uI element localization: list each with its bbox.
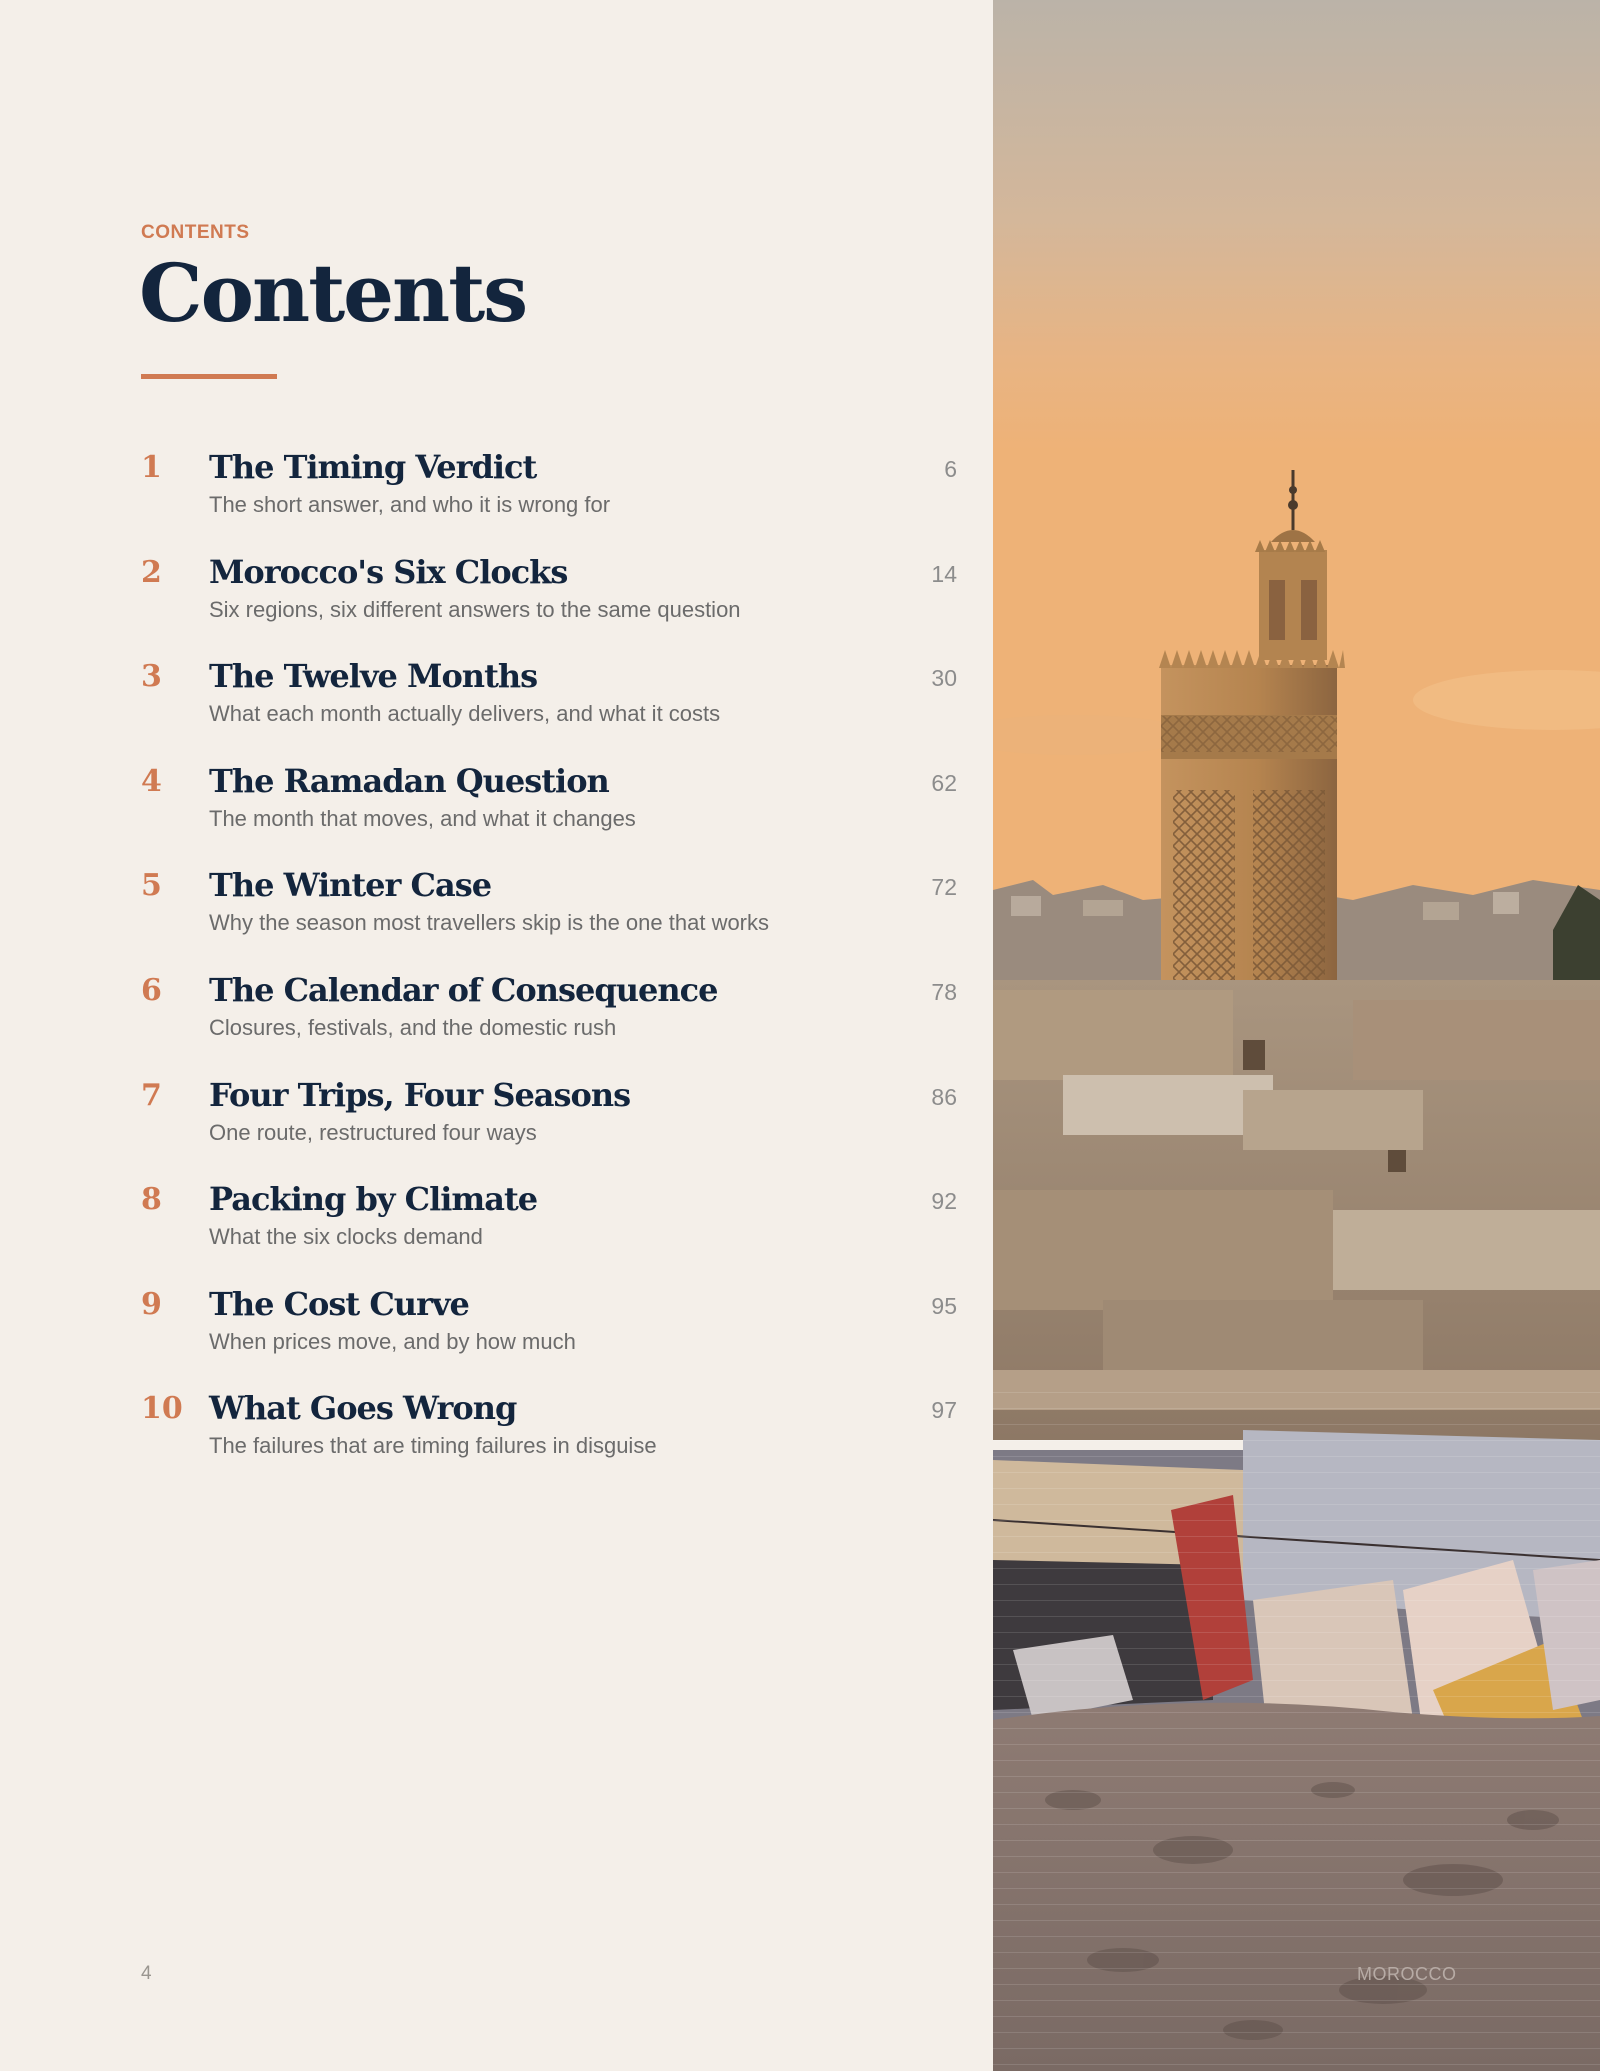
running-head: MOROCCO	[1357, 1964, 1457, 1984]
toc-entry[interactable]	[141, 866, 957, 971]
chapter-number: 1	[141, 450, 162, 485]
chapter-number: 8	[141, 1182, 162, 1218]
chapter-title[interactable]: Four Trips, Four Seasons	[209, 1075, 631, 1114]
chapter-subtitle: What each month actually delivers, and what it costs	[209, 701, 721, 727]
chapter-number: 5	[141, 868, 162, 904]
chapter-title[interactable]: Morocco's Six Clocks	[209, 552, 568, 591]
chapter-title[interactable]: What Goes Wrong	[209, 1389, 517, 1428]
page-title: Contents	[139, 246, 527, 340]
toc-entry[interactable]	[141, 553, 957, 658]
toc-entry[interactable]	[141, 1285, 957, 1390]
chapter-title[interactable]: The Ramadan Question	[209, 761, 609, 800]
page-number: 62	[931, 769, 957, 796]
toc-entry[interactable]	[141, 657, 957, 762]
chapter-number: 10	[141, 1391, 183, 1427]
chapter-subtitle: When prices move, and by how much	[209, 1328, 576, 1354]
page-number: 86	[931, 1083, 957, 1110]
chapter-title[interactable]: Packing by Climate	[209, 1180, 538, 1219]
toc-entry[interactable]	[141, 762, 957, 867]
page-number: 92	[931, 1188, 957, 1215]
table-of-contents	[141, 448, 957, 1494]
toc-entry[interactable]	[141, 1180, 957, 1285]
title-rule	[141, 374, 277, 379]
chapter-title[interactable]: The Winter Case	[209, 866, 492, 905]
chapter-number: 4	[141, 763, 162, 799]
chapter-number: 9	[141, 1286, 162, 1322]
chapter-number: 7	[141, 1077, 162, 1113]
chapter-number: 3	[141, 659, 162, 695]
chapter-subtitle: The short answer, and who it is wrong for	[209, 492, 611, 517]
toc-entry[interactable]	[141, 448, 957, 553]
chapter-subtitle: The failures that are timing failures in disguise	[209, 1433, 657, 1459]
chapter-subtitle: Closures, festivals, and the domestic rush	[209, 1014, 617, 1040]
page-number: 30	[931, 665, 957, 692]
section-eyebrow: CONTENTS	[141, 222, 250, 243]
chapter-title[interactable]: The Calendar of Consequence	[209, 970, 718, 1009]
page-number: 95	[931, 1292, 957, 1319]
photo-illustration	[993, 0, 1600, 2071]
chapter-number: 6	[141, 972, 162, 1008]
chapter-title[interactable]: The Cost Curve	[209, 1284, 469, 1323]
chapter-title[interactable]: The Twelve Months	[209, 657, 538, 696]
chapter-subtitle: Six regions, six different answers to the same question	[209, 596, 741, 622]
fez-minaret-photo	[993, 0, 1600, 2071]
chapter-subtitle: The month that moves, and what it changes	[209, 805, 636, 831]
chapter-subtitle: What the six clocks demand	[209, 1224, 483, 1250]
toc-entry[interactable]	[141, 1076, 957, 1181]
page-number: 78	[931, 978, 957, 1005]
chapter-subtitle: One route, restructured four ways	[209, 1119, 537, 1145]
toc-entry[interactable]	[141, 1389, 957, 1494]
chapter-title[interactable]: The Timing Verdict	[209, 448, 537, 486]
page-number: 72	[931, 874, 957, 901]
toc-entry[interactable]	[141, 971, 957, 1076]
chapter-subtitle: Why the season most travellers skip is the one that works	[209, 910, 770, 936]
page-number: 6	[944, 456, 957, 482]
page-number: 97	[931, 1397, 957, 1424]
page-number: 14	[931, 560, 957, 587]
folio-page-number: 4	[141, 1963, 152, 1984]
chapter-number: 2	[141, 554, 162, 590]
